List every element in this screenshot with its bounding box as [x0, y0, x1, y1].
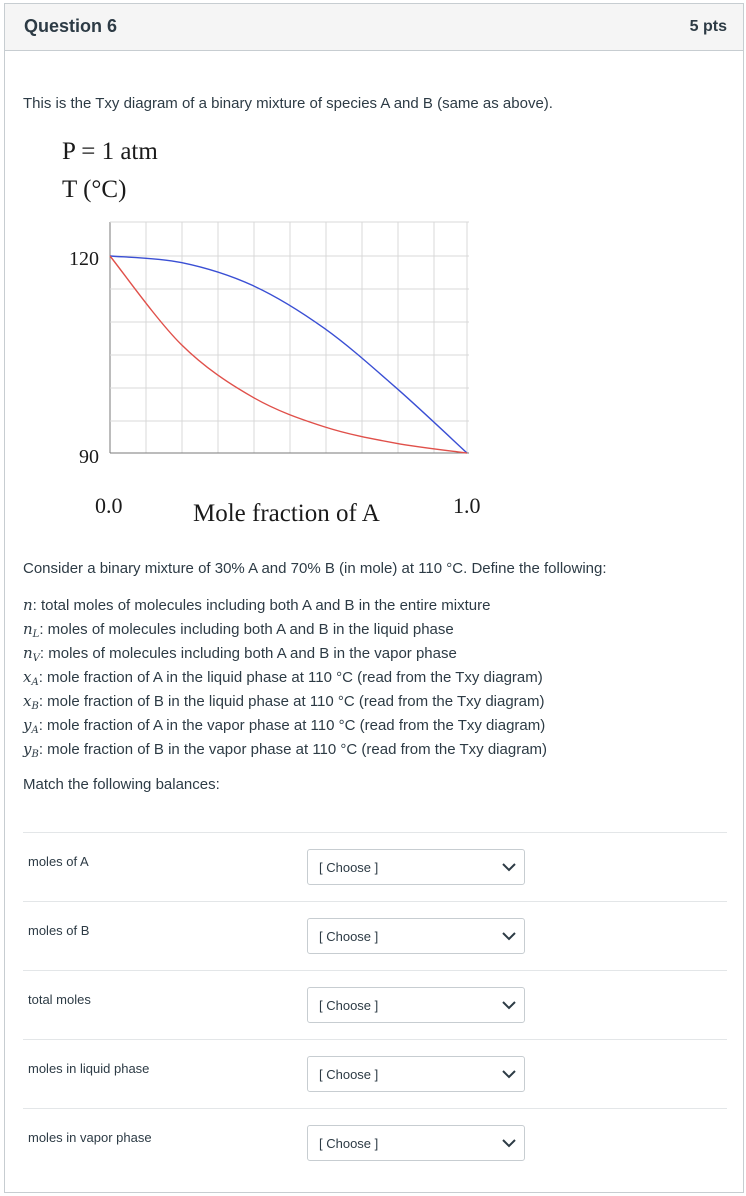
answer-select[interactable] — [307, 1056, 525, 1092]
match-divider — [23, 901, 727, 902]
x-tick-0: 0.0 — [95, 493, 123, 518]
txy-plot — [5, 4, 745, 564]
definition-text: : mole fraction of B in the vapor phase at 110 °C (read from the Txy diagram) — [38, 741, 548, 758]
match-label: moles of A — [28, 854, 89, 869]
intro-text: This is the Txy diagram of a binary mixture of species A and B (same as above). — [23, 95, 553, 112]
select-value: [ Choose ] — [319, 860, 379, 875]
definition-row — [23, 716, 545, 736]
answer-select[interactable] — [307, 918, 525, 954]
definition-text: : total moles of molecules including both A and B in the entire mixture — [32, 597, 491, 614]
match-divider — [23, 970, 727, 971]
definition-symbol: $y_B$ — [23, 740, 39, 760]
definition-symbol: $x_B$ — [23, 692, 39, 712]
question-title: Question 6 — [24, 16, 118, 36]
y-tick-90: 90 — [79, 446, 99, 468]
answer-select[interactable] — [307, 987, 525, 1023]
definition-text: : mole fraction of A in the liquid phase at 110 °C (read from the Txy diagram) — [38, 669, 543, 686]
definition-row — [23, 596, 490, 614]
question-points: 5 pts — [689, 18, 727, 35]
y-tick-120: 120 — [69, 248, 99, 270]
chevron-down-icon — [502, 1068, 516, 1080]
match-label: moles in liquid phase — [28, 1061, 150, 1076]
chevron-down-icon — [502, 999, 516, 1011]
chevron-down-icon — [502, 861, 516, 873]
select-value: [ Choose ] — [319, 1067, 379, 1082]
definition-symbol: $n_L$ — [23, 620, 40, 640]
select-value: [ Choose ] — [319, 929, 379, 944]
match-divider — [23, 1039, 727, 1040]
definition-symbol: $x_A$ — [23, 668, 39, 688]
match-divider — [23, 1108, 727, 1109]
answer-select[interactable] — [307, 1125, 525, 1161]
definition-row — [23, 620, 454, 640]
t-axis-label: T (°C) — [62, 176, 127, 203]
definition-row — [23, 644, 457, 664]
chevron-down-icon — [502, 930, 516, 942]
x-tick-1: 1.0 — [453, 493, 481, 518]
select-value: [ Choose ] — [319, 998, 379, 1013]
definition-text: : mole fraction of A in the vapor phase at 110 °C (read from the Txy diagram) — [38, 717, 546, 734]
definition-symbol: $n_V$ — [23, 644, 40, 664]
question-card — [4, 3, 744, 1193]
definition-symbol: n — [23, 596, 33, 614]
definition-text: : moles of molecules including both A and B in the vapor phase — [39, 645, 457, 662]
match-divider — [23, 832, 727, 833]
chevron-down-icon — [502, 1137, 516, 1149]
consider-text: Consider a binary mixture of 30% A and 70% B (in mole) at 110 °C. Define the following: — [23, 560, 607, 577]
x-axis-label: Mole fraction of A — [193, 500, 380, 527]
match-label: moles of B — [28, 923, 90, 938]
match-prompt: Match the following balances: — [23, 776, 220, 793]
pressure-label: P = 1 atm — [62, 138, 158, 165]
definition-row — [23, 692, 545, 712]
select-value: [ Choose ] — [319, 1136, 379, 1151]
definition-symbol: $y_A$ — [23, 716, 39, 736]
plot-grid — [110, 222, 469, 453]
definition-text: : mole fraction of B in the liquid phase at 110 °C (read from the Txy diagram) — [38, 693, 545, 710]
match-label: total moles — [28, 992, 91, 1007]
definition-row — [23, 668, 543, 688]
definition-row — [23, 740, 547, 760]
answer-select[interactable] — [307, 849, 525, 885]
match-label: moles in vapor phase — [28, 1130, 152, 1145]
definition-text: : moles of molecules including both A and B in the liquid phase — [39, 621, 454, 638]
